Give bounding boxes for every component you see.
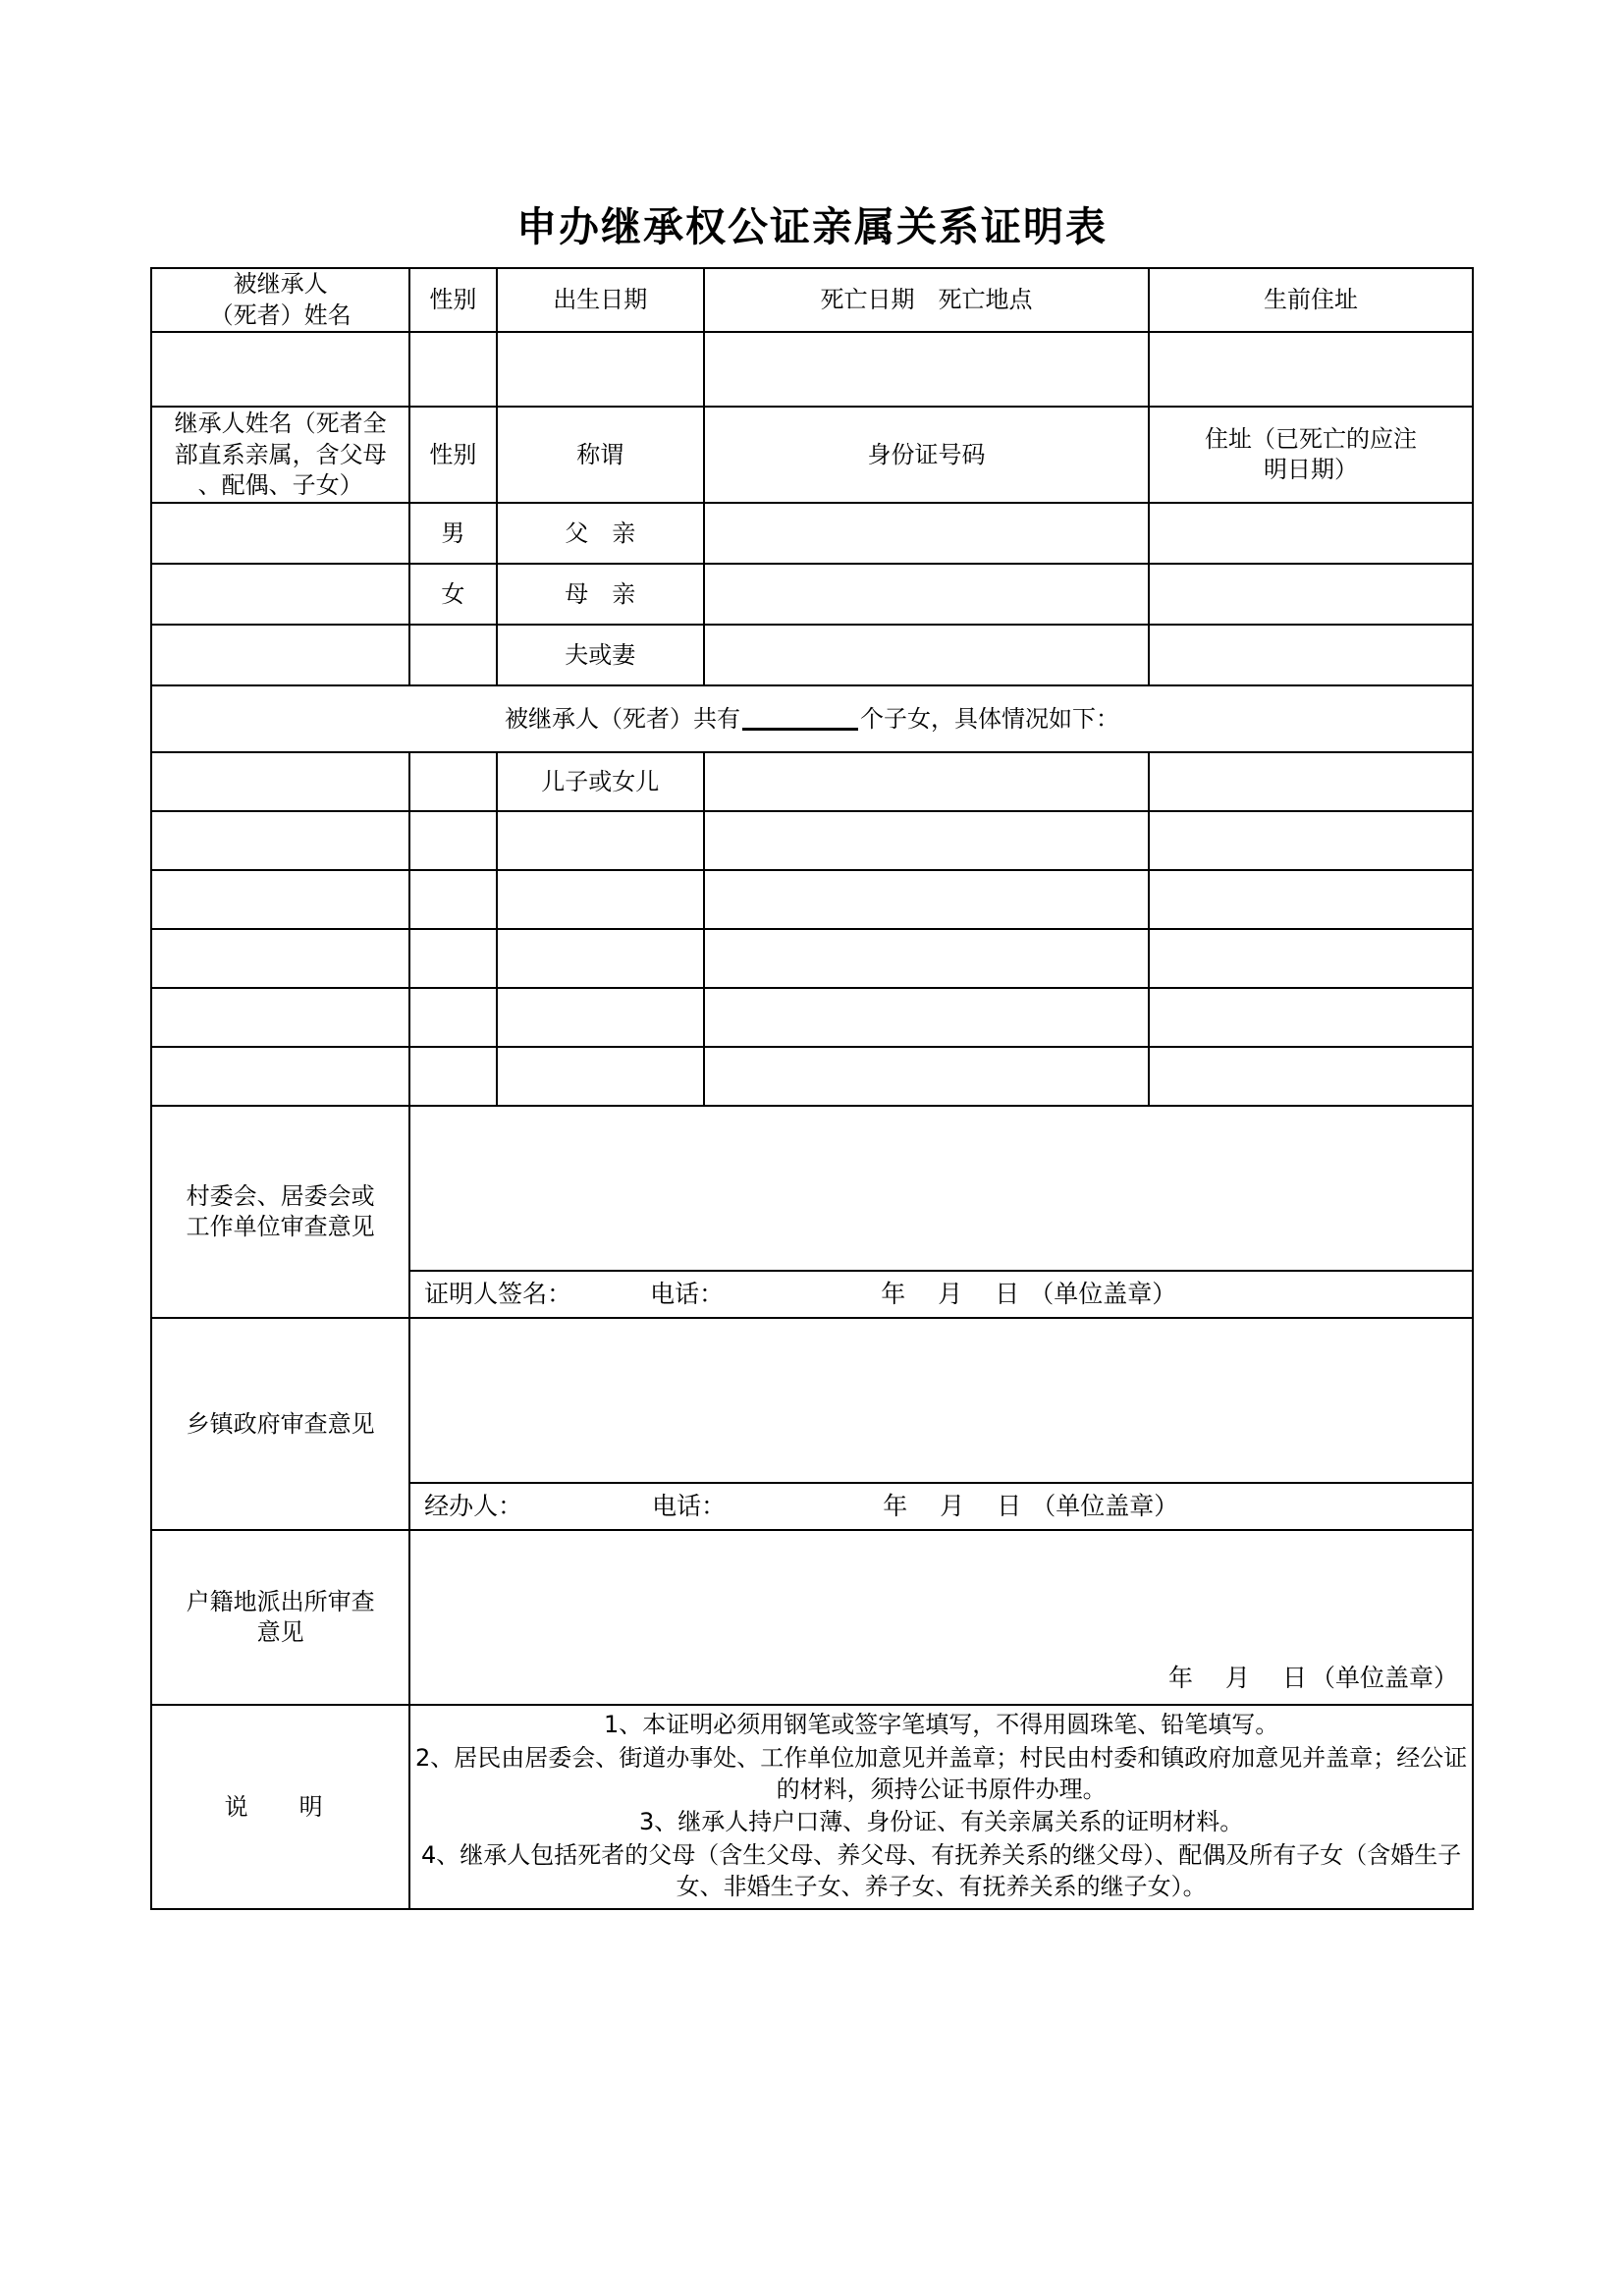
label-village-opinion-line1: 村委会、居委会或 bbox=[186, 1181, 375, 1210]
label-spouse-relation: 夫或妻 bbox=[497, 625, 704, 685]
field-child4-relation[interactable] bbox=[497, 929, 704, 988]
field-child4-id-number[interactable] bbox=[704, 929, 1149, 988]
field-child5-id-number[interactable] bbox=[704, 988, 1149, 1047]
field-deceased-gender[interactable] bbox=[409, 332, 496, 407]
field-child1-name[interactable] bbox=[151, 752, 409, 811]
header-heir-relation: 称谓 bbox=[497, 407, 704, 503]
field-child1-gender[interactable] bbox=[409, 752, 496, 811]
field-child2-id-number[interactable] bbox=[704, 811, 1149, 870]
header-heir-name-line2: 部直系亲属，含父母 bbox=[174, 440, 387, 468]
label-police-opinion bbox=[151, 1530, 409, 1705]
header-heir-id-number: 身份证号码 bbox=[704, 407, 1149, 503]
township-seal-label: （单位盖章） bbox=[1031, 1491, 1179, 1520]
field-father-id-number[interactable] bbox=[704, 503, 1149, 564]
township-date-label: 年 月 日 bbox=[883, 1491, 1026, 1520]
field-deceased-birth-date[interactable] bbox=[497, 332, 704, 407]
header-deceased-name bbox=[151, 268, 409, 332]
header-heir-name-line1: 继承人姓名（死者全 bbox=[174, 409, 387, 437]
notes-row bbox=[151, 1705, 1473, 1909]
children-row-2 bbox=[151, 811, 1473, 870]
village-date-label: 年 月 日 bbox=[881, 1279, 1024, 1308]
field-child4-name[interactable] bbox=[151, 929, 409, 988]
field-child6-relation[interactable] bbox=[497, 1047, 704, 1106]
township-handler-label: 经办人： bbox=[424, 1491, 523, 1520]
field-child2-relation[interactable] bbox=[497, 811, 704, 870]
heir-row-mother bbox=[151, 564, 1473, 625]
header-heir-name-line3: 、配偶、子女） bbox=[197, 471, 363, 500]
header-deceased-death-info: 死亡日期 死亡地点 bbox=[704, 268, 1149, 332]
field-child2-address[interactable] bbox=[1149, 811, 1473, 870]
field-spouse-id-number[interactable] bbox=[704, 625, 1149, 685]
children-count-row bbox=[151, 685, 1473, 752]
field-father-name[interactable] bbox=[151, 503, 409, 564]
field-child1-address[interactable] bbox=[1149, 752, 1473, 811]
page-title: 申办继承权公证亲属关系证明表 bbox=[516, 203, 1108, 250]
header-deceased-gender: 性别 bbox=[409, 268, 496, 332]
field-child6-id-number[interactable] bbox=[704, 1047, 1149, 1106]
field-spouse-gender[interactable] bbox=[409, 625, 496, 685]
township-opinion-footer bbox=[410, 1482, 1472, 1527]
field-child6-name[interactable] bbox=[151, 1047, 409, 1106]
deceased-header-row bbox=[151, 268, 1473, 332]
field-child5-name[interactable] bbox=[151, 988, 409, 1047]
field-deceased-address[interactable] bbox=[1149, 332, 1473, 407]
label-police-opinion-line2: 意见 bbox=[256, 1618, 304, 1647]
police-seal-label: （单位盖章） bbox=[1310, 1664, 1458, 1693]
police-opinion-footer bbox=[1168, 1662, 1458, 1694]
village-seal-label: （单位盖章） bbox=[1029, 1279, 1177, 1308]
field-child4-gender[interactable] bbox=[409, 929, 496, 988]
children-row-3 bbox=[151, 870, 1473, 929]
note-item-1: 1、本证明必须用钢笔或签字笔填写，不得用圆珠笔、铅笔填写。 bbox=[603, 1711, 1279, 1739]
note-item-3: 3、继承人持户口薄、身份证、有关亲属关系的证明材料。 bbox=[638, 1808, 1244, 1836]
label-village-opinion bbox=[151, 1106, 409, 1318]
label-father-relation: 父 亲 bbox=[497, 503, 704, 564]
kinship-table bbox=[150, 267, 1474, 1910]
label-township-opinion: 乡镇政府审查意见 bbox=[151, 1318, 409, 1530]
police-opinion-cell[interactable] bbox=[409, 1530, 1473, 1705]
children-row-5 bbox=[151, 988, 1473, 1047]
label-notes: 说 明 bbox=[151, 1705, 409, 1909]
children-count-input[interactable] bbox=[742, 728, 858, 731]
field-mother-id-number[interactable] bbox=[704, 564, 1149, 625]
field-child3-id-number[interactable] bbox=[704, 870, 1149, 929]
field-spouse-address[interactable] bbox=[1149, 625, 1473, 685]
heir-row-spouse bbox=[151, 625, 1473, 685]
header-heir-address-line2: 明日期） bbox=[1263, 456, 1358, 484]
heir-row-father bbox=[151, 503, 1473, 564]
village-phone-label: 电话： bbox=[650, 1279, 725, 1308]
children-count-prefix: 被继承人（死者）共有 bbox=[505, 704, 740, 733]
field-mother-address[interactable] bbox=[1149, 564, 1473, 625]
header-heir-gender: 性别 bbox=[409, 407, 496, 503]
township-phone-label: 电话： bbox=[652, 1491, 727, 1520]
field-child3-relation[interactable] bbox=[497, 870, 704, 929]
children-row-1 bbox=[151, 752, 1473, 811]
deceased-value-row bbox=[151, 332, 1473, 407]
label-children-relation: 儿子或女儿 bbox=[497, 752, 704, 811]
field-child5-address[interactable] bbox=[1149, 988, 1473, 1047]
township-opinion-row bbox=[151, 1318, 1473, 1530]
field-child2-gender[interactable] bbox=[409, 811, 496, 870]
field-child6-gender[interactable] bbox=[409, 1047, 496, 1106]
header-deceased-address: 生前住址 bbox=[1149, 268, 1473, 332]
note-item-4: 4、继承人包括死者的父母（含生父母、养父母、有抚养关系的继父母）、配偶及所有子女（含婚生子女、非婚生子女、养子女、有抚养关系的继子女）。 bbox=[420, 1841, 1462, 1900]
note-item-2: 2、居民由居委会、街道办事处、工作单位加意见并盖章；村民由村委和镇政府加意见并盖章；经公证的材料，须持公证书原件办理。 bbox=[414, 1744, 1468, 1803]
village-opinion-cell[interactable] bbox=[409, 1106, 1473, 1318]
notes-content bbox=[409, 1705, 1473, 1909]
field-mother-name[interactable] bbox=[151, 564, 409, 625]
header-heir-address bbox=[1149, 407, 1473, 503]
police-date-label: 年 月 日 bbox=[1167, 1664, 1311, 1693]
field-mother-gender: 女 bbox=[409, 564, 496, 625]
children-row-4 bbox=[151, 929, 1473, 988]
township-opinion-cell[interactable] bbox=[409, 1318, 1473, 1530]
label-village-opinion-line2: 工作单位审查意见 bbox=[186, 1213, 375, 1241]
header-deceased-birth-date: 出生日期 bbox=[497, 268, 704, 332]
field-spouse-name[interactable] bbox=[151, 625, 409, 685]
children-count-statement bbox=[151, 685, 1473, 752]
field-child3-address[interactable] bbox=[1149, 870, 1473, 929]
children-count-suffix: 个子女，具体情况如下： bbox=[860, 704, 1119, 733]
field-child6-address[interactable] bbox=[1149, 1047, 1473, 1106]
field-child4-address[interactable] bbox=[1149, 929, 1473, 988]
field-father-gender: 男 bbox=[409, 503, 496, 564]
field-child2-name[interactable] bbox=[151, 811, 409, 870]
field-child1-id-number[interactable] bbox=[704, 752, 1149, 811]
village-opinion-footer bbox=[410, 1270, 1472, 1315]
header-deceased-name-line1: 被继承人 bbox=[233, 270, 328, 298]
children-row-6 bbox=[151, 1047, 1473, 1106]
header-deceased-name-line2: （死者）姓名 bbox=[209, 301, 352, 329]
header-heir-name bbox=[151, 407, 409, 503]
field-father-address[interactable] bbox=[1149, 503, 1473, 564]
field-child5-gender[interactable] bbox=[409, 988, 496, 1047]
village-signer-label: 证明人签名： bbox=[424, 1279, 572, 1308]
label-mother-relation: 母 亲 bbox=[497, 564, 704, 625]
heir-header-row bbox=[151, 407, 1473, 503]
field-deceased-name[interactable] bbox=[151, 332, 409, 407]
police-opinion-row bbox=[151, 1530, 1473, 1705]
village-opinion-row bbox=[151, 1106, 1473, 1318]
label-police-opinion-line1: 户籍地派出所审查 bbox=[186, 1587, 375, 1615]
field-child3-name[interactable] bbox=[151, 870, 409, 929]
header-heir-address-line1: 住址（已死亡的应注 bbox=[1204, 424, 1417, 453]
field-child3-gender[interactable] bbox=[409, 870, 496, 929]
kinship-form bbox=[150, 267, 1474, 1910]
field-deceased-death-info[interactable] bbox=[704, 332, 1149, 407]
field-child5-relation[interactable] bbox=[497, 988, 704, 1047]
